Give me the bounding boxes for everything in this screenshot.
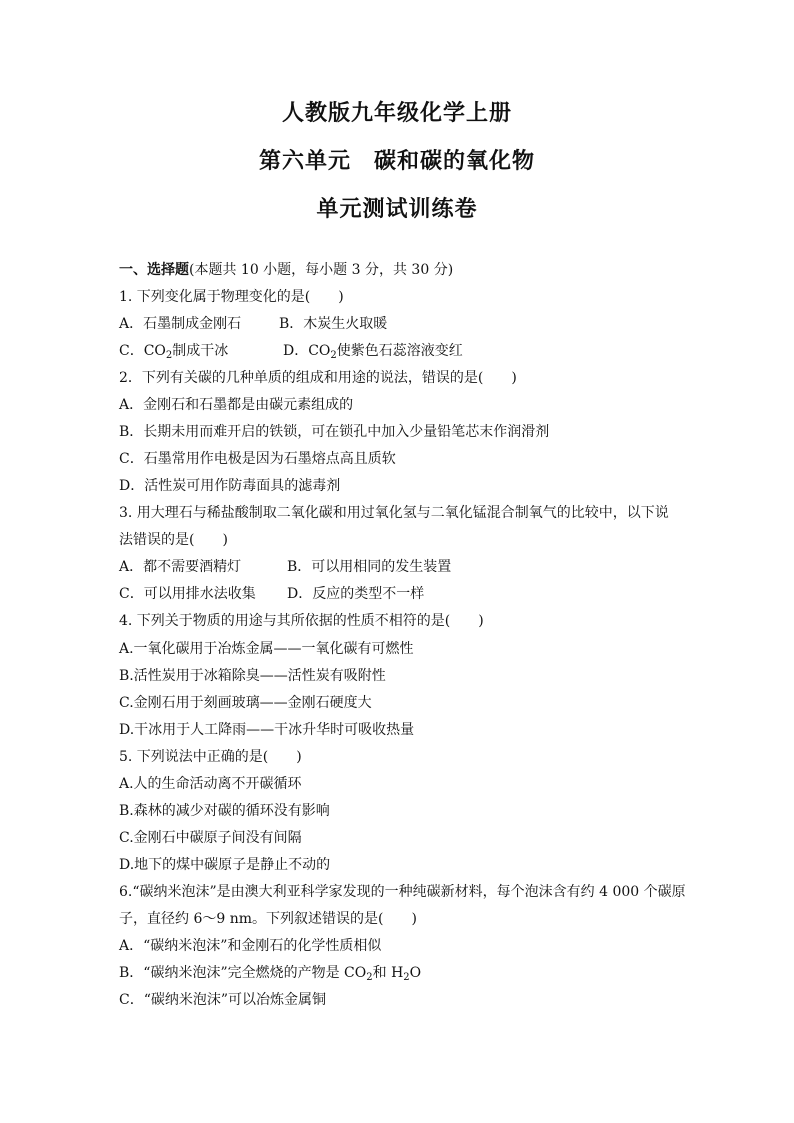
- question-1-option-d: [283, 342, 463, 360]
- question-3-stem-line1: 3. 用大理石与稀盐酸制取二氧化碳和用过氧化氢与二氧化锰混合制氧气的比较中，以下说: [119, 505, 669, 521]
- question-5-option-a: A.人的生命活动离不开碳循环: [119, 776, 302, 792]
- question-1-option-b: B．木炭生火取暖: [279, 316, 388, 332]
- question-1-option-c: [119, 342, 228, 360]
- question-4-option-c: C.金刚石用于刻画玻璃——金刚石硬度大: [119, 695, 372, 711]
- question-6-stem-line1: 6.“碳纳米泡沫”是由澳大利亚科学家发现的一种纯碳新材料，每个泡沫含有约 4 000 个碳原: [119, 884, 686, 900]
- question-5-stem: 5. 下列说法中正确的是( ): [119, 749, 302, 765]
- question-4-option-b: B.活性炭用于冰箱除臭——活性炭有吸附性: [119, 668, 386, 684]
- question-6-option-a: A．“碳纳米泡沫”和金刚石的化学性质相似: [119, 938, 382, 954]
- question-3-stem-line2: 法错误的是( ): [119, 532, 228, 548]
- q6-b-pre: B．“碳纳米泡沫”完全燃烧的产物是 CO: [119, 965, 367, 981]
- q1-d-sub: 2: [330, 350, 337, 361]
- question-1-stem: 1. 下列变化属于物理变化的是( ): [119, 289, 344, 305]
- question-4-stem: 4. 下列关于物质的用途与其所依据的性质不相符的是( ): [119, 613, 484, 629]
- q6-b-sub1: 2: [366, 972, 373, 983]
- question-2-stem: 2．下列有关碳的几种单质的组成和用途的说法，错误的是( ): [119, 370, 517, 386]
- question-3-option-b: B．可以用相同的发生装置: [287, 559, 452, 575]
- q1-c-pre: C．CO: [119, 343, 166, 359]
- question-6-option-c: C．“碳纳米泡沫”可以冶炼金属铜: [119, 992, 327, 1008]
- q1-c-post: 制成干冰: [172, 343, 229, 359]
- q1-d-pre: D．CO: [283, 343, 331, 359]
- question-2-option-b: B．长期未用而难开启的铁锁，可在锁孔中加入少量铅笔芯末作润滑剂: [119, 424, 550, 440]
- q1-d-post: 使紫色石蕊溶液变红: [336, 343, 463, 359]
- section-heading: [119, 261, 453, 279]
- question-2-option-a: A．金刚石和石墨都是由碳元素组成的: [119, 397, 354, 413]
- unit-title: 第六单元 碳和碳的氧化物: [258, 148, 535, 174]
- q6-b-sub2: 2: [403, 972, 410, 983]
- q6-b-post: O: [409, 965, 422, 981]
- section-label: 一、选择题: [119, 262, 189, 278]
- q6-b-mid: 和 H: [372, 965, 404, 981]
- section-note: (本题共 10 小题，每小题 3 分，共 30 分): [189, 262, 454, 278]
- question-6-option-b: [119, 964, 421, 982]
- question-3-option-c: C．可以用排水法收集: [119, 586, 256, 602]
- question-3-option-d: D．反应的类型不一样: [287, 586, 425, 602]
- test-title: 单元测试训练卷: [316, 196, 478, 222]
- q1-c-sub: 2: [165, 350, 173, 361]
- question-4-option-d: D.干冰用于人工降雨——干冰升华时可吸收热量: [119, 722, 415, 738]
- question-4-option-a: A.一氧化碳用于冶炼金属——一氧化碳有可燃性: [119, 641, 414, 657]
- question-3-option-a: A．都不需要酒精灯: [119, 559, 242, 575]
- question-5-option-d: D.地下的煤中碳原子是静止不动的: [119, 857, 331, 873]
- question-5-option-b: B.森林的减少对碳的循环没有影响: [119, 803, 330, 819]
- question-5-option-c: C.金刚石中碳原子间没有间隔: [119, 830, 302, 846]
- document-title: 人教版九年级化学上册: [281, 100, 512, 126]
- question-2-option-d: D．活性炭可用作防毒面具的滤毒剂: [119, 478, 341, 494]
- question-1-option-a: A．石墨制成金刚石: [119, 316, 242, 332]
- question-2-option-c: C．石墨常用作电极是因为石墨熔点高且质软: [119, 451, 396, 467]
- question-6-stem-line2: 子，直径约 6～9 nm。下列叙述错误的是( ): [119, 911, 417, 927]
